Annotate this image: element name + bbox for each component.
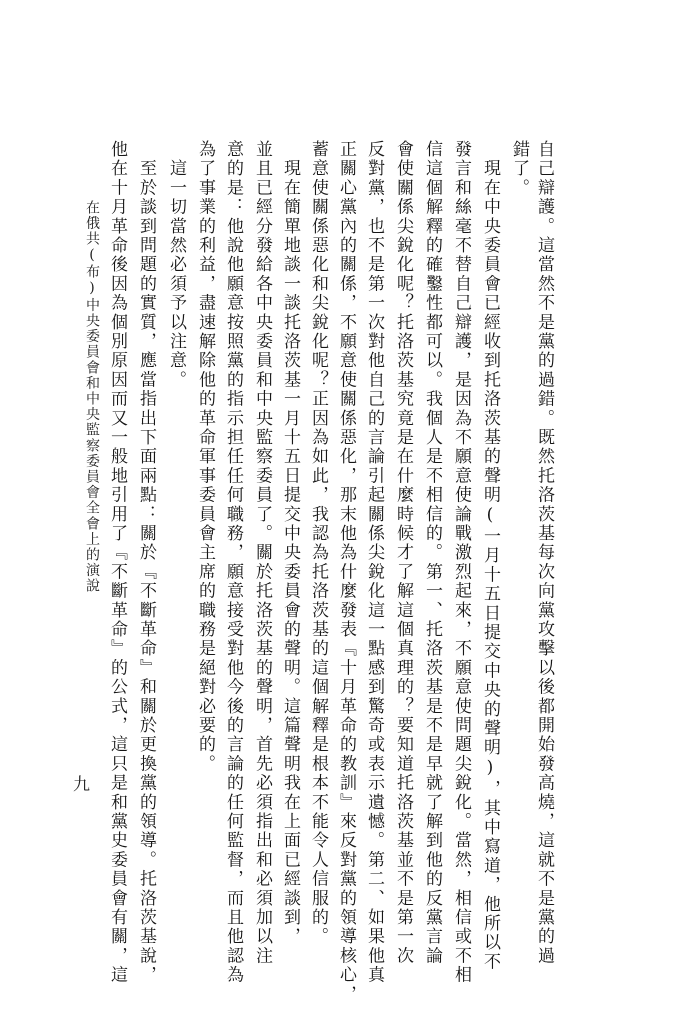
text-line: 這一切當然必須予以注意。: [166, 140, 186, 390]
text-line: 現在簡單地談一談托洛茨基一月十五日提交中央委員會的聲明。這篇聲明我在上面已經談到，: [280, 140, 300, 947]
text-line: 至於談到問題的實質，應當指出下面兩點：關於『不斷革命』和關於更換黨的領導。托洛茨基說，: [136, 140, 156, 985]
text-line: 信這個解釋的確鑿性都可以。我個人是不相信的。第一、托洛茨基是不是早就了解到他的反黨言論: [422, 140, 442, 966]
text-line: 會使關係尖銳化呢？托洛茨基究竟是在什麼時候才了解這個真理的？要知道托洛茨基並不是第一次: [393, 140, 413, 966]
running-head: 在俄共(布)中央委員會和中央監察委員會全會上的演說: [84, 200, 100, 594]
page-number: 九: [69, 775, 89, 792]
text-line: 正關心黨內的關係，不願意使關係惡化，那末他為什麼發表『十月革命的教訓』來反對黨的領導核心，: [336, 140, 356, 1004]
text-line: 他在十月革命後因為個別原因而又一般地引用了『不斷革命』的公式，這只是和黨史委員會有關，這: [107, 140, 127, 985]
text-line: 錯了。: [509, 140, 529, 198]
text-line: 意的是：他說他願意按照黨的指示担任任何職務，願意接受對他今後的言論的任何監督，而且他認為: [223, 140, 243, 985]
text-line: 反對黨，也不是第一次對他自己的言論引起關係尖銳化這一點感到驚奇或表示遺憾。第二、如果他真: [364, 140, 384, 985]
text-line: 並且已經分發給各中央委員和中央監察委員了。關於托洛茨基的聲明，首先必須指出和必須加以注: [252, 140, 272, 966]
text-line: 現在中央委員會已經收到托洛茨基的聲明(一月十五日提交中央的聲明)，其中寫道，他所以不: [480, 140, 500, 972]
text-line: 發言和絲毫不替自己辯護，是因為不願意使論戰激烈起來，不願意使問題尖銳化。當然，相信或不相: [451, 140, 471, 985]
text-line: 自己辯護。這當然不是黨的過錯。既然托洛茨基每次向黨攻擊以後都開始發高燒，這就不是黨的過: [534, 140, 554, 966]
text-line: 為了事業的利益，盡速解除他的革命軍事委員會主席的職務是絕對必要的。: [195, 140, 215, 774]
text-line: 蓄意使關係惡化和尖銳化呢？正因為如此，我認為托洛茨基的這個解釋是根本不能令人信服的。: [308, 140, 328, 947]
